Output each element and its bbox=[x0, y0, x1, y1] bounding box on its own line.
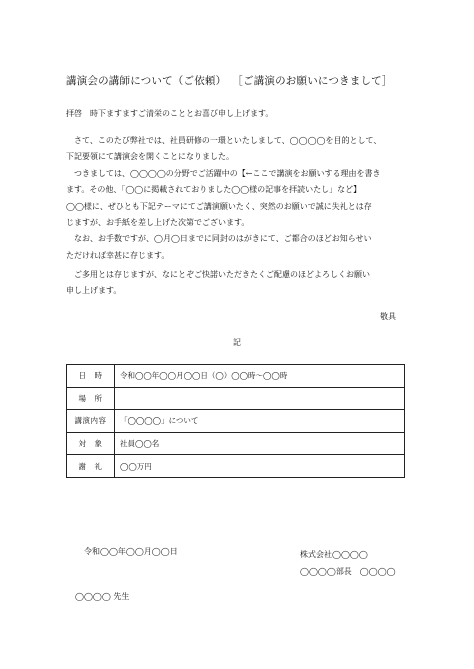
row-label-audience: 対 象 bbox=[67, 432, 115, 455]
row-label-content: 講演内容 bbox=[67, 410, 115, 433]
row-value-datetime: 令和◯◯年◯◯月◯◯日（◯）◯◯時～◯◯時 bbox=[115, 365, 405, 388]
table-row bbox=[67, 410, 405, 433]
row-label-fee: 謝 礼 bbox=[67, 455, 115, 478]
letter-date: 令和◯◯年◯◯月◯◯日 bbox=[84, 547, 178, 556]
details-table bbox=[66, 364, 405, 478]
table-row bbox=[67, 365, 405, 388]
body-line: ただければ幸甚に存じます。 bbox=[66, 250, 170, 260]
body-line: 申し上げます。 bbox=[66, 286, 122, 296]
recipient-name: ◯◯◯◯ 先生 bbox=[75, 592, 130, 601]
body-line: ◯◯様に、ぜひとも下記テーマにてご講演願いたく、突然のお願いで誠に失礼とは存 bbox=[66, 201, 372, 211]
sender-person: ◯◯◯◯部長 ◯◯◯◯ bbox=[300, 567, 396, 576]
table-row bbox=[67, 432, 405, 455]
body-line: ます。その他、「◯◯に掲載されておりました◯◯様の記事を拝読いたし」など】 bbox=[66, 185, 362, 195]
title-main: 講演会の講師について（ご依頼） bbox=[66, 75, 227, 87]
body-line: さて、このたび弊社では、社員研修の一環といたしまして、◯◯◯◯を目的として、 bbox=[66, 136, 382, 145]
row-label-place: 場 所 bbox=[67, 387, 115, 410]
row-value-content: 「◯◯◯◯」について bbox=[115, 410, 405, 433]
ki-heading: 記 bbox=[233, 338, 241, 347]
sender-company: 株式会社◯◯◯◯ bbox=[300, 550, 368, 559]
greeting-line: 拝啓 時下ますますご清栄のこととお喜び申し上げます。 bbox=[66, 109, 274, 118]
row-value-fee: ◯◯万円 bbox=[115, 455, 405, 478]
row-label-datetime: 日 時 bbox=[67, 365, 115, 388]
row-value-place bbox=[115, 387, 405, 410]
table-row bbox=[67, 455, 405, 478]
body-line: 下記要領にて講演会を開くことになりました。 bbox=[66, 152, 234, 162]
body-line: つきましては、◯◯◯◯の分野でご活躍中の【←ここで講演をお願いする理由を書き bbox=[66, 168, 381, 178]
table-row bbox=[67, 387, 405, 410]
body-paragraph-2 bbox=[66, 267, 408, 300]
body-line: じますが、お手紙を差し上げた次第でございます。 bbox=[66, 218, 250, 228]
title-sub: ［ご講演のお願いにつきまして］ bbox=[232, 75, 393, 87]
body-line: なお、お手数ですが、◯月◯日までに同封のはがきにて、ご都合のほどお知らせい bbox=[66, 234, 372, 244]
body-line: ご多用とは存じますが、なにとぞご快諾いただきたくご配慮のほどよろしくお願い bbox=[66, 270, 370, 279]
row-value-audience: 社員◯◯名 bbox=[115, 432, 405, 455]
document-title bbox=[66, 73, 406, 88]
closing-phrase: 敬具 bbox=[380, 312, 396, 321]
body-paragraph-1 bbox=[66, 133, 408, 264]
